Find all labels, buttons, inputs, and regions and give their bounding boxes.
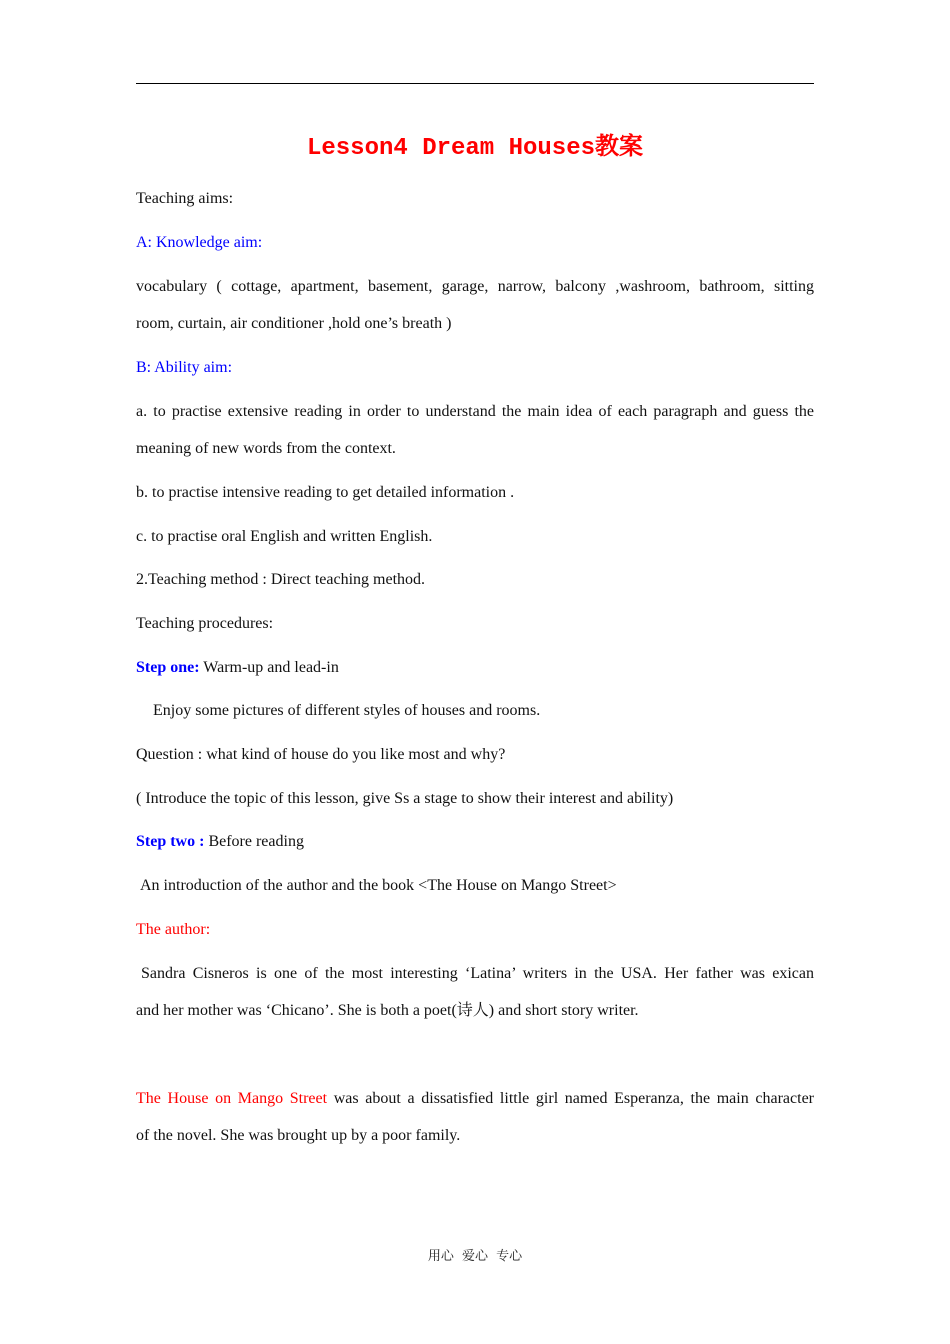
book-title: The House on Mango Street	[136, 1090, 328, 1107]
header-rule	[136, 83, 814, 84]
book-line-1-rest: was about a dissatisfied little girl named Esperanza, the main character	[327, 1090, 815, 1107]
author-heading: The author:	[136, 921, 211, 938]
ability-aim-b: b. to practise intensive reading to get detailed information .	[136, 484, 515, 501]
ability-aim-heading: B: Ability aim:	[136, 359, 233, 376]
knowledge-aim-heading: A: Knowledge aim:	[136, 234, 263, 251]
document-title: Lesson4 Dream Houses教案	[306, 135, 644, 162]
book-line-2: of the novel. She was brought up by a poor family.	[136, 1127, 461, 1144]
book-line-1	[136, 1088, 814, 1110]
teaching-method: 2.Teaching method : Direct teaching method.	[136, 571, 426, 588]
ability-aim-a-line-1: a. to practise extensive reading in order to understand the main idea of each paragraph and guess the	[136, 403, 814, 420]
step-two-label: Step two :	[136, 833, 205, 850]
step-one-label: Step one:	[136, 659, 200, 676]
step-one-text: Warm-up and lead-in	[199, 659, 339, 676]
teaching-aims-heading: Teaching aims:	[136, 190, 234, 207]
page-footer: 用心 爱心 专心	[427, 1249, 523, 1264]
step-one	[136, 657, 814, 679]
step-two-text: Before reading	[204, 833, 304, 850]
vocabulary-line-2: room, curtain, air conditioner ,hold one’s breath )	[136, 315, 452, 332]
ability-aim-c: c. to practise oral English and written English.	[136, 528, 433, 545]
step-two	[136, 831, 814, 853]
author-line-1: Sandra Cisneros is one of the most interesting ‘Latina’ writers in the USA. Her father was exican	[141, 965, 814, 982]
step-one-question: Question : what kind of house do you like most and why?	[136, 746, 506, 763]
teaching-procedures-heading: Teaching procedures:	[136, 615, 274, 632]
step-one-note: ( Introduce the topic of this lesson, give Ss a stage to show their interest and ability)	[136, 790, 674, 807]
step-two-intro: An introduction of the author and the book <The House on Mango Street>	[140, 877, 617, 894]
ability-aim-a-line-2: meaning of new words from the context.	[136, 440, 396, 457]
author-line-2: and her mother was ‘Chicano’. She is both a poet(诗人) and short story writer.	[136, 1002, 639, 1019]
vocabulary-line-1: vocabulary ( cottage, apartment, basement, garage, narrow, balcony ,washroom, bathroom, sitting	[136, 278, 814, 295]
step-one-enjoy: Enjoy some pictures of different styles of houses and rooms.	[153, 702, 541, 719]
